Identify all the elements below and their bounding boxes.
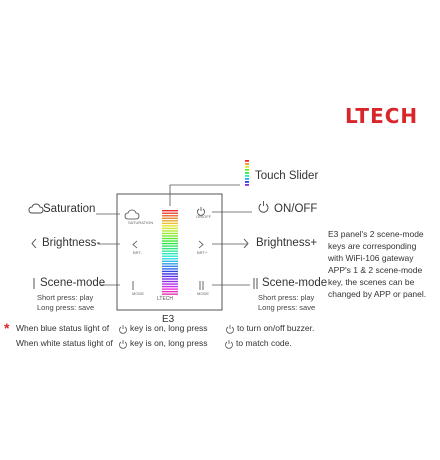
color-strip-segment bbox=[245, 166, 249, 168]
brightness-down-label: Brightness- bbox=[42, 237, 101, 249]
scene-note-line: with WiFi-106 gateway bbox=[328, 253, 414, 263]
saturation-icon bbox=[29, 204, 43, 213]
color-strip-segment bbox=[245, 169, 249, 171]
panel-brand-mark: LTECH bbox=[157, 296, 174, 302]
slider-segment bbox=[162, 268, 178, 269]
footnote1-part-c: to turn on/off buzzer. bbox=[237, 323, 315, 333]
chevron-left-icon bbox=[32, 239, 36, 248]
slider-segment bbox=[162, 215, 178, 216]
slider-segment bbox=[162, 220, 178, 221]
slider-segment bbox=[162, 245, 178, 246]
slider-segment bbox=[162, 235, 178, 236]
scene-note-line: keys are corresponding bbox=[328, 241, 417, 251]
color-strip-segment bbox=[245, 181, 249, 183]
scene-note bbox=[328, 228, 438, 300]
press-info-right bbox=[258, 293, 315, 313]
color-strip-segment bbox=[245, 175, 249, 177]
slider-segment bbox=[162, 213, 178, 214]
color-strip-segment bbox=[245, 160, 249, 162]
slider-segment bbox=[162, 210, 178, 211]
scene-note-line: changed by APP or panel. bbox=[328, 289, 427, 299]
scene-note-line: key, the scenes can be bbox=[328, 277, 415, 287]
scene-mode-left-label: Scene-mode bbox=[40, 277, 106, 289]
slider-segment bbox=[162, 281, 178, 282]
touch-slider-color-strip bbox=[245, 160, 249, 186]
footnote2-part-b: key is on, long press bbox=[130, 338, 208, 348]
panel-mode1-label: MODE bbox=[132, 291, 144, 296]
footnote2-part-a: When white status light of bbox=[16, 338, 113, 348]
slider-segment bbox=[162, 225, 178, 226]
press-info-right-short: Short press: play bbox=[258, 293, 315, 302]
slider-segment bbox=[162, 286, 178, 287]
panel-brt-down-label: BRT- bbox=[133, 250, 143, 255]
slider-segment bbox=[162, 293, 178, 294]
footnote2-part-c: to match code. bbox=[236, 338, 292, 348]
color-strip-segment bbox=[245, 184, 249, 186]
slider-segment bbox=[162, 261, 178, 262]
slider-segment bbox=[162, 271, 178, 272]
scene-note-line: APP's 1 & 2 scene-mode bbox=[328, 265, 423, 275]
slider-segment bbox=[162, 243, 178, 244]
panel-mode2-label: MODE bbox=[197, 291, 209, 296]
slider-segment bbox=[162, 228, 178, 229]
slider-segment bbox=[162, 218, 178, 219]
color-strip-segment bbox=[245, 172, 249, 174]
scene-note-line: E3 panel's 2 scene-mode bbox=[328, 229, 424, 239]
footnote1-part-a: When blue status light of bbox=[16, 323, 110, 333]
slider-segment bbox=[162, 276, 178, 277]
brightness-up-label: Brightness+ bbox=[256, 237, 318, 249]
onoff-label: ON/OFF bbox=[274, 203, 318, 215]
slider-segment bbox=[162, 256, 178, 257]
slider-segment bbox=[162, 240, 178, 241]
slider-segment bbox=[162, 278, 178, 279]
slider-segment bbox=[162, 223, 178, 224]
slider-segment bbox=[162, 230, 178, 231]
touch-slider-label: Touch Slider bbox=[255, 170, 319, 182]
color-strip-segment bbox=[245, 163, 249, 165]
slider-segment bbox=[162, 253, 178, 254]
color-strip-segment bbox=[245, 178, 249, 180]
ltech-logo: LTECH bbox=[345, 104, 419, 128]
panel-onoff-label: ON/OFF bbox=[196, 214, 212, 219]
slider-segment bbox=[162, 238, 178, 239]
slider-segment bbox=[162, 266, 178, 267]
panel-brt-up-label: BRT+ bbox=[197, 250, 208, 255]
footnote-star: * bbox=[4, 320, 10, 336]
slider-segment bbox=[162, 258, 178, 259]
panel-saturation-label: SATURATION bbox=[128, 220, 154, 225]
footnote1-part-b: key is on, long press bbox=[130, 323, 208, 333]
press-info-right-long: Long press: save bbox=[258, 303, 316, 312]
chevron-right-icon bbox=[244, 239, 248, 248]
scene-mode-right-label: Scene-mode bbox=[262, 277, 328, 289]
slider-segment bbox=[162, 250, 178, 251]
slider-segment bbox=[162, 263, 178, 264]
slider-segment bbox=[162, 288, 178, 289]
panel-model-label: E3 bbox=[162, 314, 175, 325]
slider-segment bbox=[162, 283, 178, 284]
press-info-left-short: Short press: play bbox=[37, 293, 94, 302]
slider-segment bbox=[162, 291, 178, 292]
slider-segment bbox=[162, 233, 178, 234]
slider-segment bbox=[162, 248, 178, 249]
slider-segment bbox=[162, 273, 178, 274]
press-info-left bbox=[37, 293, 94, 313]
press-info-left-long: Long press: save bbox=[37, 303, 95, 312]
saturation-label: Saturation bbox=[43, 203, 96, 215]
